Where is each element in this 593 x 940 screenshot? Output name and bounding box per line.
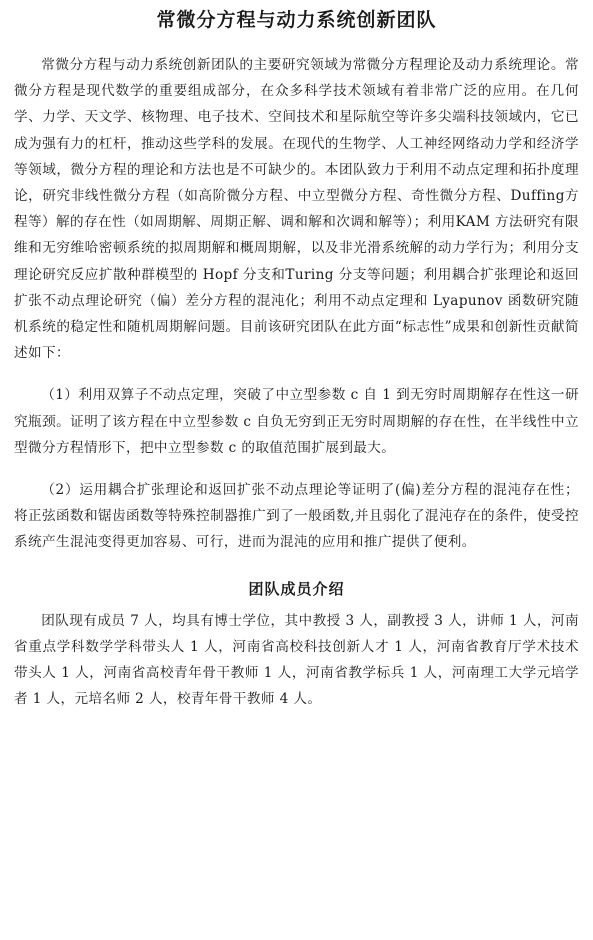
members-paragraph: 团队现有成员 7 人，均具有博士学位，其中教授 3 人，副教授 3 人，讲师 1 人，河南省重点学科数学学科带头人 1 人，河南省高校科技创新人才 1 人，河南省教育厅学术技术带头人 1 人，河南省高校青年骨干教师 1 人，河南省教学标兵 1 人，河南理工大学元培学者 1 人，元培名师 2 人，校青年骨干教师 4 人。 bbox=[14, 612, 579, 708]
page-title: 常微分方程与动力系统创新团队 bbox=[156, 9, 437, 31]
achievement-paragraph-2: （2）运用耦合扩张理论和返回扩张不动点理论等证明了(偏)差分方程的混沌存在性；将正弦函数和锯齿函数等特殊控制器推广到了一般函数,并且弱化了混沌存在的条件，使受控系统产生混沌变得更加容易、可行，进而为混沌的应用和推广提供了便利。 bbox=[14, 482, 579, 551]
achievement-paragraph-1: （1）利用双算子不动点定理，突破了中立型参数 c 自 1 到无穷时周期解存在性这一研究瓶颈。证明了该方程在中立型参数 c 自负无穷到正无穷时周期解的存在性，在半线性中立型微分方程情形下，把中立型参数 c 的取值范围扩展到最大。 bbox=[14, 387, 579, 456]
intro-paragraph: 常微分方程与动力系统创新团队的主要研究领域为常微分方程理论及动力系统理论。常微分方程是现代数学的重要组成部分，在众多科学技术领域有着非常广泛的应用。在几何学、力学、天文学、核物理、电子技术、空间技术和星际航空等许多尖端科技领域内，它已成为强有力的杠杆，推动这些学科的发展。在现代的生物学、人工神经网络动力学和经济学等领域，微分方程的理论和方法也是不可缺少的。本团队致力于利用不动点定理和拓扑度理论，研究非线性微分方程（如高阶微分方程、中立型微分方程、奇性微分方程、Duffing方程等）解的存在性（如周期解、周期正解、调和解和次调和解等）；利用KAM 方法研究有限维和无穷维哈密顿系统的拟周期解和概周期解，以及非光滑系统解的动力学行为；利用分支理论研究反应扩散种群模型的 Hopf 分支和Turing 分支等问题；利用耦合扩张理论和返回扩张不动点理论研究（偏）差分方程的混沌化；利用不动点定理和 Lyapunov 函数研究随机系统的稳定性和随机周期解问题。目前该研究团队在此方面“标志性”成果和创新性贡献简述如下： bbox=[14, 57, 579, 362]
members-heading: 团队成员介绍 bbox=[248, 579, 345, 598]
